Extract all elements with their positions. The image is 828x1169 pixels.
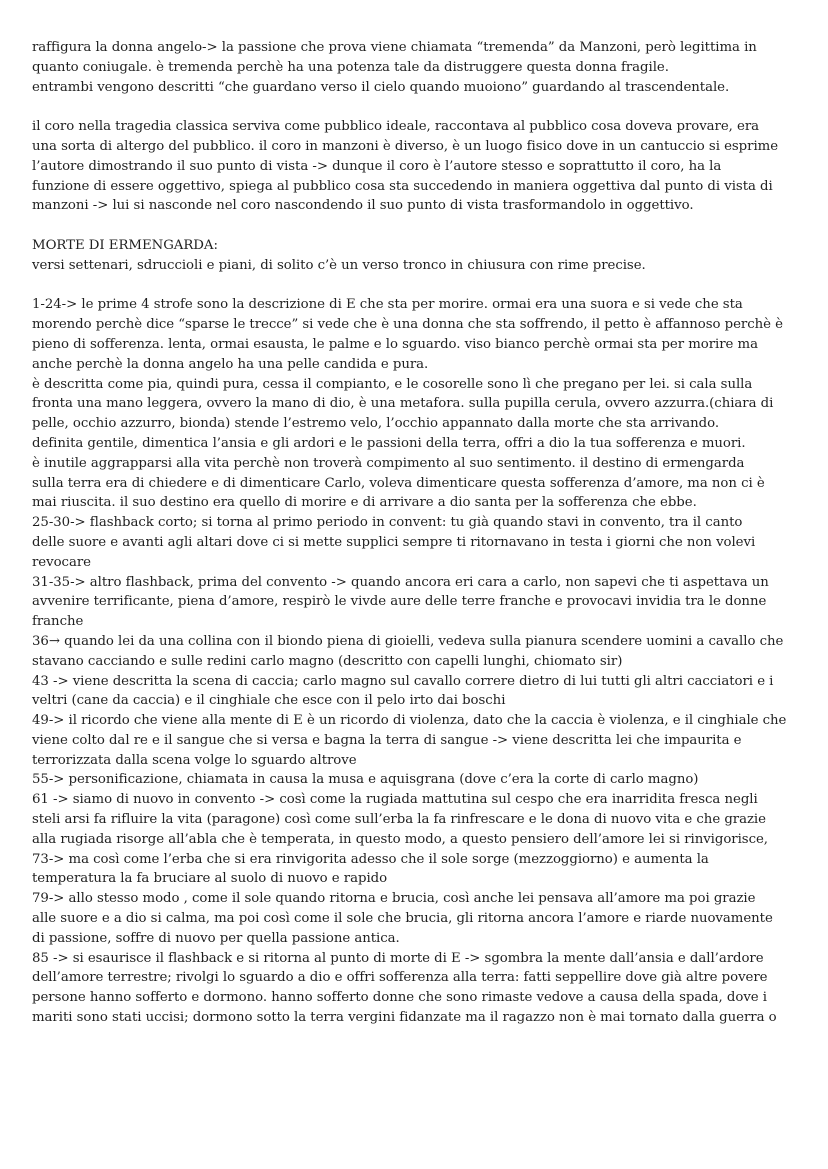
text-line: veltri (cane da caccia) e il cinghiale che esce con il pelo irto dai boschi [32,693,506,709]
text-line: MORTE DI ERMENGARDA: [32,237,218,253]
text-line: revocare [32,554,91,570]
text-line: 79-> allo stesso modo , come il sole quando ritorna e brucia, così anche lei pensava all’amore ma poi grazie [32,891,756,907]
text-line: 31-35-> altro flashback, prima del convento -> quando ancora eri cara a carlo, non sapevi che ti aspettava un [32,574,769,590]
text-line: alla rugiada risorge all’abla che è temperata, in questo modo, a questo pensiero dell’amore lei si rinvigorisce, [32,831,768,847]
text-line: 55-> personificazione, chiamata in causa la musa e aquisgrana (dove c’era la corte di carlo magno) [32,772,699,788]
text-line: sulla terra era di chiedere e di dimenticare Carlo, voleva dimenticare questa sofferenza d’amore, ma non ci è [32,475,765,491]
text-line: delle suore e avanti agli altari dove ci si mette supplici sempre ti ritornavano in testa i giorni che non volevi [32,534,756,550]
text-line: morendo perchè dice “sparse le trecce” si vede che è una donna che sta soffrendo, il petto è affannoso perchè è [32,317,783,333]
paragraph [32,117,800,216]
text-line: è inutile aggrapparsi alla vita perchè non troverà compimento al suo sentimento. il destino di ermengarda [32,455,745,471]
text-line: viene colto dal re e il sangue che si versa e bagna la terra di sangue -> viene descritta lei che impaurita e [32,732,742,748]
text-line: steli arsi fa rifluire la vita (paragone) così come sull’erba la fa rinfrescare e le dona di nuovo vita e che grazie [32,812,766,828]
text-line: mariti sono stati uccisi; dormono sotto la terra vergini fidanzate ma il ragazzo non è mai tornato dalla guerra o [32,1010,777,1026]
text-line: raffigura la donna angelo-> la passione che prova viene chiamata “tremenda” da Manzoni, però legittima in [32,40,757,55]
text-line: 85 -> si esaurisce il flashback e si ritorna al punto di morte di E -> sgombra la mente dall’ansia e dall’ardore [32,950,764,966]
text-line: franche [32,614,84,630]
text-line: 1-24-> le prime 4 strofe sono la descrizione di E che sta per morire. ormai era una suora e si vede che sta [32,297,743,313]
text-line: alle suore e a dio si calma, ma poi così come il sole che brucia, gli ritorna ancora l’amore e riarde nuovamente [32,911,773,927]
text-line: temperatura la fa bruciare al suolo di nuovo e rapido [32,871,388,887]
paragraph [32,38,800,97]
text-line: terrorizzata dalla scena volge lo sguardo altrove [32,752,357,768]
text-line: 36→ quando lei da una collina con il biondo piena di gioielli, vedeva sulla pianura scendere uomini a cavallo che [32,633,784,649]
text-line: manzoni -> lui si nasconde nel coro nascondendo il suo punto di vista trasformandolo in oggettivo. [32,198,694,214]
text-line: funzione di essere oggettivo, spiega al pubblico cosa sta succedendo in maniera oggettiva dal punto di vista di [32,178,773,194]
text-line: una sorta di altergo del pubblico. il coro in manzoni è diverso, è un luogo fisico dove in un cantuccio si esprime [32,138,779,154]
text-line: entrambi vengono descritti “che guardano verso il cielo quando muoiono” guardando al trascendentale. [32,79,730,95]
text-line: versi settenari, sdruccioli e piani, di solito c’è un verso tronco in chiusura con rime precise. [32,257,646,273]
text-line: fronta una mano leggera, ovvero la mano di dio, è una metafora. sulla pupilla cerula, ovvero azzurra.(chiara di [32,396,774,412]
text-line: il coro nella tragedia classica serviva come pubblico ideale, raccontava al pubblico cosa doveva provare, era [32,119,760,135]
text-line: l’autore dimostrando il suo punto di vista -> dunque il coro è l’autore stesso e soprattutto il coro, ha la [32,158,722,174]
text-line: 49-> il ricordo che viene alla mente di E è un ricordo di violenza, dato che la caccia è violenza, e il cinghiale che [32,713,787,729]
text-line: 73-> ma così come l’erba che si era rinvigorita adesso che il sole sorge (mezzoggiorno) e aumenta la [32,851,709,867]
paragraph [32,236,800,276]
document-body [32,38,800,1048]
text-line: quanto coniugale. è tremenda perchè ha una potenza tale da distruggere questa donna fragile. [32,59,669,75]
text-line: avvenire terrificante, piena d’amore, respirò le vivde aure delle terre franche e provocavi invidia tra le donne [32,594,767,610]
text-line: 43 -> viene descritta la scena di caccia; carlo magno sul cavallo correre dietro di lui tutti gli altri cacciatori e i [32,673,774,689]
text-line: persone hanno sofferto e dormono. hanno sofferto donne che sono rimaste vedove a causa della spada, dove i [32,990,767,1006]
paragraph [32,295,800,1027]
text-line: di passione, soffre di nuovo per quella passione antica. [32,930,400,946]
text-line: pelle, occhio azzurro, bionda) stende l’estremo velo, l’occhio appannato dalla morte che sta arrivando. [32,416,720,432]
text-line: 25-30-> flashback corto; si torna al primo periodo in convent: tu già quando stavi in convento, tra il canto [32,515,743,531]
text-line: 61 -> siamo di nuovo in convento -> così come la rugiada mattutina sul cespo che era inarridita fresca negli [32,792,758,808]
text-line: mai riuscita. il suo destino era quello di morire e di arrivare a dio santa per la sofferenza che ebbe. [32,495,697,511]
text-line: definita gentile, dimentica l’ansia e gli ardori e le passioni della terra, offri a dio la tua sofferenza e muori. [32,435,746,451]
text-line: pieno di sofferenza. lenta, ormai esausta, le palme e lo sguardo. viso bianco perchè ormai sta per morire ma [32,336,758,352]
text-line: è descritta come pia, quindi pura, cessa il compianto, e le cosorelle sono lì che pregano per lei. si cala sulla [32,376,753,392]
text-line: stavano cacciando e sulle redini carlo magno (descritto con capelli lunghi, chiomato sir) [32,653,623,669]
text-line: dell’amore terrestre; rivolgi lo sguardo a dio e offri sofferenza alla terra: fatti seppellire dove già altre povere [32,970,768,986]
text-line: anche perchè la donna angelo ha una pelle candida e pura. [32,356,429,372]
